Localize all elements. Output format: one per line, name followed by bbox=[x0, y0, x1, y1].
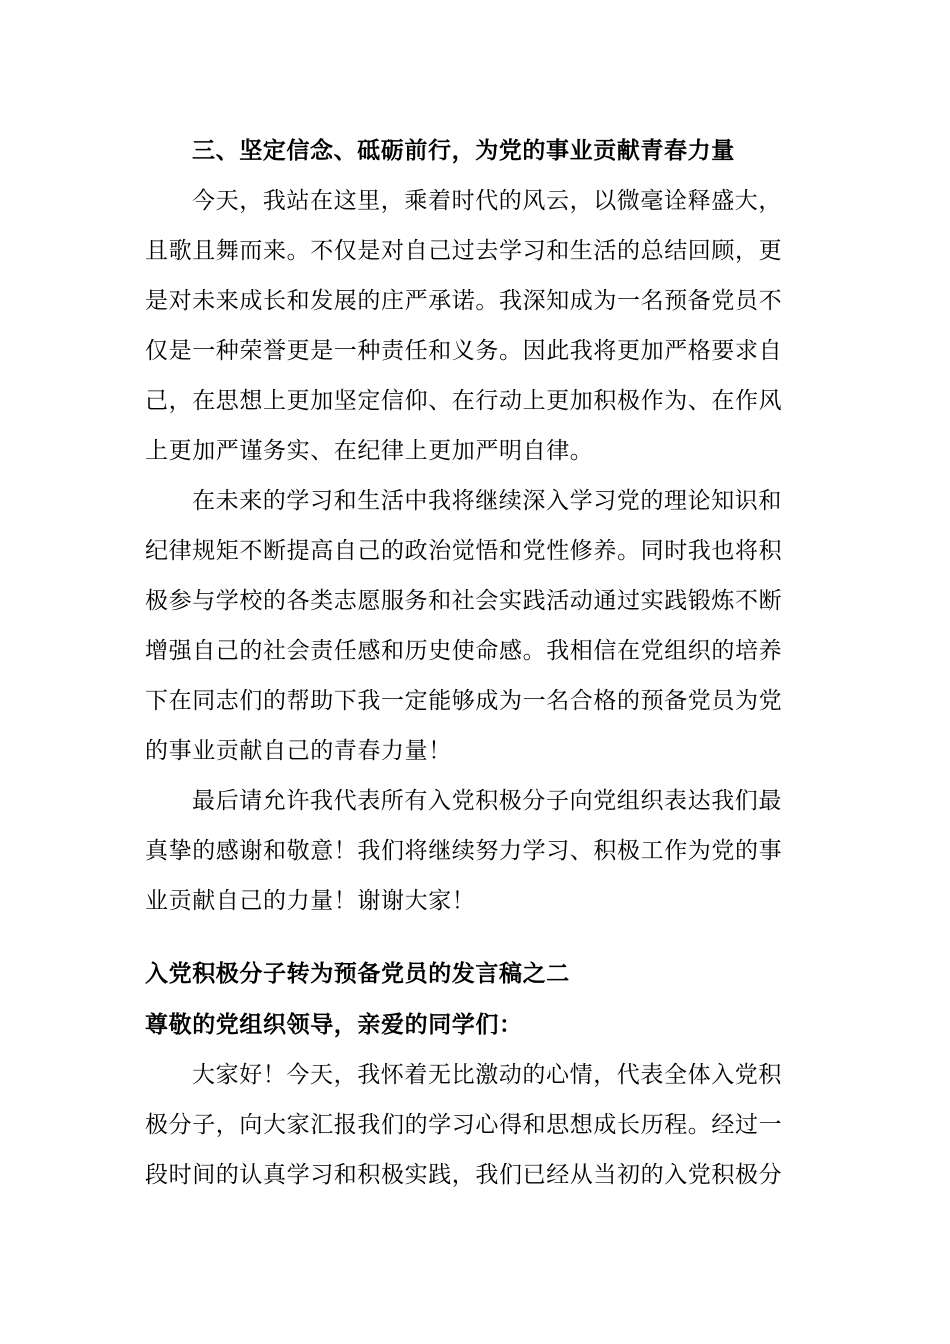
speech-title: 入党积极分子转为预备党员的发言稿之二 bbox=[145, 961, 570, 987]
paragraph-line: 下在同志们的帮助下我一定能够成为一名合格的预备党员为党 bbox=[145, 688, 783, 714]
paragraph-line: 上更加严谨务实、在纪律上更加严明自律。 bbox=[145, 438, 594, 464]
paragraph-line: 极参与学校的各类志愿服务和社会实践活动通过实践锻炼不断 bbox=[145, 588, 783, 614]
paragraph-line: 今天，我站在这里，乘着时代的风云，以微毫诠释盛大， bbox=[192, 188, 782, 214]
paragraph-line: 真挚的感谢和敬意！我们将继续努力学习、积极工作为党的事 bbox=[145, 838, 783, 864]
paragraph-line: 极分子，向大家汇报我们的学习心得和思想成长历程。经过一 bbox=[145, 1112, 783, 1138]
paragraph-line: 仅是一种荣誉更是一种责任和义务。因此我将更加严格要求自 bbox=[145, 338, 783, 364]
paragraph-line: 纪律规矩不断提高自己的政治觉悟和党性修养。同时我也将积 bbox=[145, 538, 783, 564]
paragraph-line: 的事业贡献自己的青春力量！ bbox=[145, 738, 452, 764]
paragraph-line: 段时间的认真学习和积极实践，我们已经从当初的入党积极分 bbox=[145, 1162, 783, 1188]
paragraph-line: 增强自己的社会责任感和历史使命感。我相信在党组织的培养 bbox=[145, 638, 783, 664]
paragraph-line: 是对未来成长和发展的庄严承诺。我深知成为一名预备党员不 bbox=[145, 288, 783, 314]
salutation: 尊敬的党组织领导，亲爱的同学们： bbox=[145, 1012, 523, 1038]
paragraph-line: 己，在思想上更加坚定信仰、在行动上更加积极作为、在作风 bbox=[145, 388, 783, 414]
paragraph-line: 业贡献自己的力量！谢谢大家！ bbox=[145, 888, 476, 914]
paragraph-line: 大家好！今天，我怀着无比激动的心情，代表全体入党积 bbox=[192, 1062, 782, 1088]
paragraph-line: 最后请允许我代表所有入党积极分子向党组织表达我们最 bbox=[192, 788, 782, 814]
section-heading: 三、坚定信念、砥砺前行，为党的事业贡献青春力量 bbox=[192, 138, 735, 164]
paragraph-line: 且歌且舞而来。不仅是对自己过去学习和生活的总结回顾，更 bbox=[145, 238, 783, 264]
paragraph-line: 在未来的学习和生活中我将继续深入学习党的理论知识和 bbox=[192, 488, 782, 514]
